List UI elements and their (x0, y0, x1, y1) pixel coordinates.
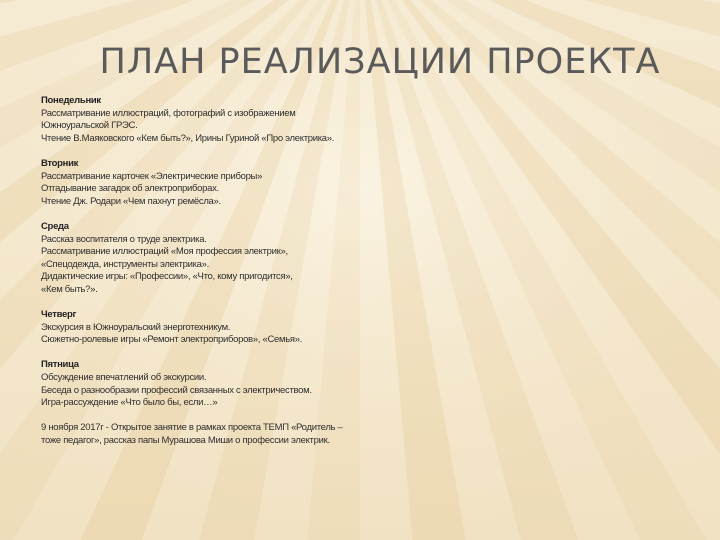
activity-line: Игра-рассуждение «Что было бы, если…» (41, 397, 218, 409)
day-heading: Вторник (41, 157, 79, 169)
activity-line: Чтение Дж. Родари «Чем пахнут ремёсла». (41, 195, 221, 207)
activity-line: Обсуждение впечатлений об экскурсии. (41, 372, 207, 384)
day-section-thursday (41, 309, 661, 347)
day-section-tuesday (41, 158, 661, 208)
day-section-wednesday (41, 221, 661, 297)
activity-line: Южноуральской ГРЭС. (41, 120, 138, 132)
footer-line: 9 ноября 2017г - Открытое занятие в рамках проекта ТЕМП «Родитель – (41, 422, 343, 434)
day-heading: Четверг (41, 309, 77, 321)
activity-line: «Спецодежда, инструменты электрика». (41, 258, 209, 270)
activity-line: Сюжетно-ролевые игры «Ремонт электроприборов», «Семья». (41, 334, 303, 346)
footer-note (41, 422, 661, 447)
activity-line: Дидактические игры: «Профессии», «Что, кому пригодится», (41, 271, 293, 283)
activity-line: Рассматривание иллюстраций, фотографий с изображением (41, 107, 296, 119)
activity-line: Отгадывание загадок об электроприборах. (41, 183, 219, 195)
activity-line: Чтение В.Маяковского «Кем быть?», Ирины Гуриной «Про электрика». (41, 132, 335, 144)
footer-line: тоже педагог», рассказ папы Мурашова Миши о профессии электрик. (41, 435, 330, 447)
day-section-friday (41, 359, 661, 409)
activity-line: Рассматривание карточек «Электрические приборы» (41, 170, 263, 182)
slide-title: ПЛАН РЕАЛИЗАЦИИ ПРОЕКТА (99, 42, 661, 82)
day-heading: Среда (41, 220, 69, 232)
day-heading: Понедельник (41, 95, 101, 106)
activity-line: Беседа о разнообразии профессий связанных с электричеством. (41, 384, 312, 396)
activity-line: «Кем быть?». (41, 283, 98, 295)
day-heading: Пятница (41, 359, 79, 371)
plan-content (41, 95, 661, 460)
activity-line: Рассказ воспитателя о труде электрика. (41, 233, 207, 245)
activity-line: Экскурсия в Южноуральский энерготехникум. (41, 321, 231, 333)
day-section-monday (41, 95, 661, 145)
activity-line: Рассматривание иллюстраций «Моя профессия электрик», (41, 246, 288, 258)
